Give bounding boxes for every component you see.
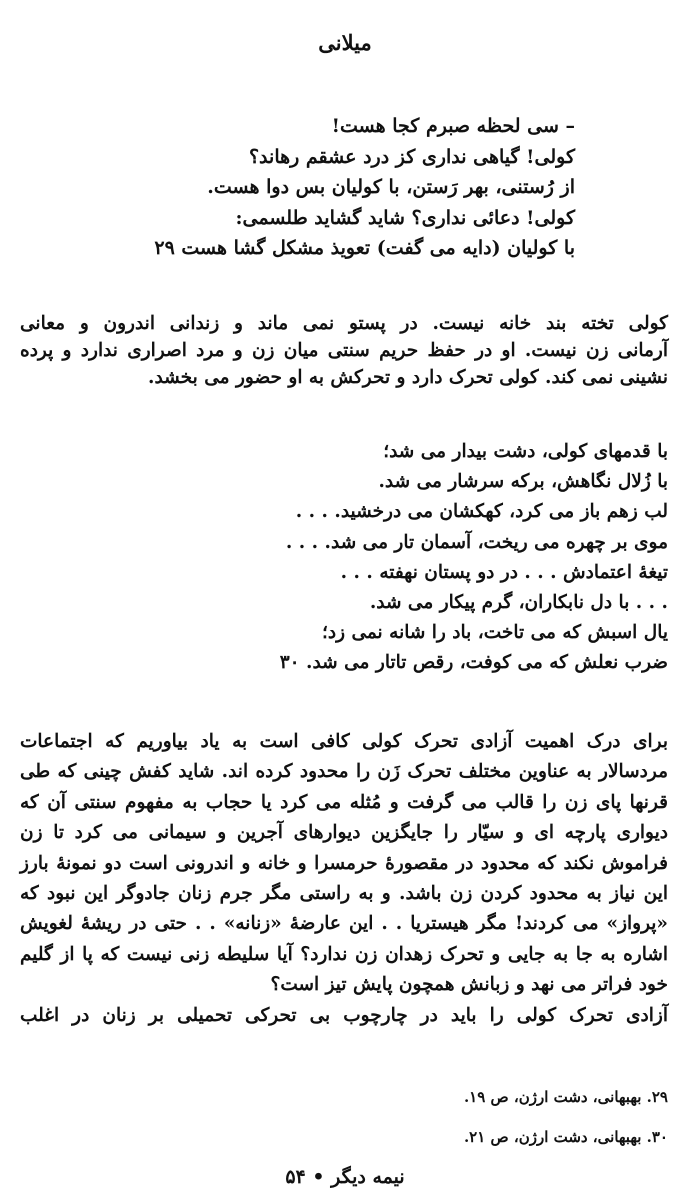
footnote-30: ۳۰. بهبهانی، دشت ارژن، ص ۲۱.: [463, 1128, 668, 1146]
poem-line: کولی! گیاهی نداری کز درد عشقم رهاند؟: [248, 145, 575, 168]
paragraph-line: آزادی تحرک کولی را باید در چارچوب بی تحرکی تحمیلی بر زنان در اغلب: [20, 1004, 668, 1026]
poem-line: با قدمهای کولی، دشت بیدار می شد؛: [383, 441, 668, 462]
page-running-head: میلانی: [318, 30, 372, 55]
body-paragraph-2: [20, 727, 668, 1031]
paragraph-line: کولی تخته بند خانه نیست. در پستو نمی ماند و زندانی اندرون و معانی: [20, 313, 668, 334]
paragraph-line: دیواری پارچه ای و سیّار را جایگزین دیوارهای آجرین و سیمانی می کرد تا زن: [20, 822, 668, 844]
paragraph-line: برای درک اهمیت آزادی تحرک کولی کافی است به یاد بیاوریم که اجتماعات: [20, 731, 668, 752]
paragraph-line: اشاره به جا به جایی و تحرک زهدان زن ندارد؟ آیا سلیطه زنی نیست که پا از گلیم: [20, 943, 668, 965]
paragraph-line: قرنها پای زن را قالب می گرفت و مُثله می کرد یا حجاب به مفهوم سنتی آن که: [20, 791, 668, 813]
footnote-29: ۲۹. بهبهانی، دشت ارژن، ص ۱۹.: [463, 1088, 668, 1106]
poem-line: موی بر چهره می ریخت، آسمان تار می شد. . . .: [285, 531, 668, 553]
poem-line: کولی! دعائی نداری؟ شاید گشاید طلسمی:: [235, 206, 575, 229]
poem-line: از رُستنی، بهر رَستن، با کولیان بس دوا هست.: [207, 176, 575, 198]
poem-block-2: [228, 437, 668, 679]
body-paragraph-1: [20, 310, 668, 391]
poem-line: با زُلال نگاهش، برکه سرشار می شد.: [378, 471, 668, 493]
poem-block-1: [55, 111, 575, 264]
poem-line: ضرب نعلش که می کوفت، رقص تاتار می شد. ۳۰: [279, 652, 668, 674]
poem-line: تیغهٔ اعتمادش . . . در دو پستان نهفته . . .: [340, 561, 668, 583]
paragraph-line: این نیاز به محدود کردن زن باشد. و به راستی مگر جرم زنان جادوگر این نبود که: [20, 883, 668, 905]
paragraph-line: نشینی نمی کند. کولی تحرک دارد و تحرکش به او حضور می بخشد.: [148, 367, 668, 388]
paragraph-line: «پرواز» می کردند! مگر هیستریا . . این عارضهٔ «زنانه» . . حتی در ریشهٔ لغویش: [20, 913, 668, 935]
footnotes: [68, 1087, 668, 1167]
paragraph-line: مردسالار به عناوین مختلف تحرک زَن را محدود کرده اند. شاید کفش چینی که طی: [20, 761, 668, 783]
poem-line: – سی لحظه صبرم کجا هست!: [331, 115, 575, 137]
paragraph-line: فراموش نکند که محدود در مقصورهٔ حرمسرا و خانه و اندرونی است دو نمونهٔ بارز: [20, 852, 668, 874]
poem-line: لب زهم باز می کرد، کهکشان می درخشید. . . .: [295, 501, 668, 523]
paragraph-line: آرمانی زن نیست. او در حفظ حریم سنتی میان زن و مرد اصراری ندارد و پرده: [20, 340, 668, 361]
page-footer: نیمه دیگر • ۵۴: [285, 1166, 405, 1188]
poem-line: یال اسبش که می تاخت، باد را شانه نمی زد؛: [321, 622, 668, 644]
poem-line: با کولیان (دایه می گفت) تعویذ مشکل گشا هست ۲۹: [154, 237, 575, 259]
poem-line: . . . با دل نابکاران، گرم پیکار می شد.: [369, 592, 668, 614]
paragraph-line: خود فراتر می نهد و زبانش همچون پایش تیز است؟: [270, 974, 668, 996]
